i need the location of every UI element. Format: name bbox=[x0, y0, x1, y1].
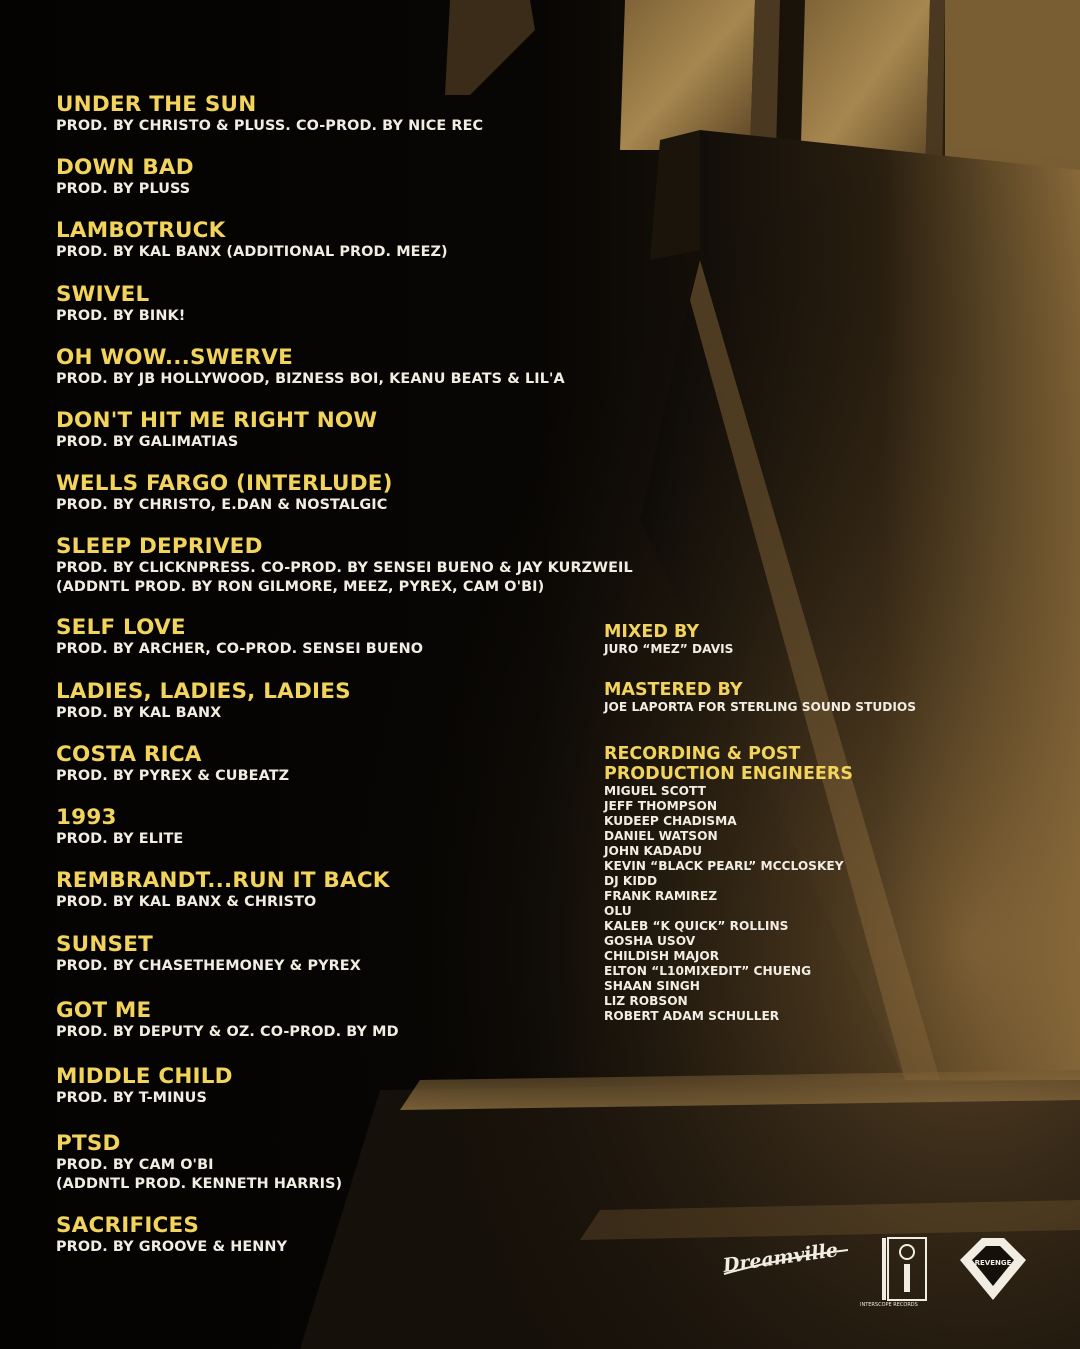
engineer-name: JEFF THOMPSON bbox=[604, 799, 718, 813]
track-credit: PROD. BY GROOVE & HENNY bbox=[56, 1239, 288, 1255]
engineer-name: JOHN KADADU bbox=[604, 844, 702, 858]
engineer-name: MIGUEL SCOTT bbox=[604, 784, 706, 798]
track-got-me bbox=[56, 999, 656, 1042]
track-credit: PROD. BY CHASETHEMONEY & PYREX bbox=[56, 958, 361, 974]
engineer-name: ELTON “L10MIXEDIT” CHUENG bbox=[604, 964, 812, 978]
dreamville-logo bbox=[721, 1239, 848, 1277]
track-title: MIDDLE CHILD bbox=[56, 1064, 233, 1089]
track-oh-wow-swerve bbox=[56, 346, 656, 389]
mastered-by-title: MASTERED BY bbox=[604, 680, 743, 700]
mixed-by-name: JURO “MEZ” DAVIS bbox=[604, 642, 734, 656]
track-credit: PROD. BY CHRISTO & PLUSS. CO-PROD. BY NICE REC bbox=[56, 118, 484, 134]
label-logos bbox=[720, 1228, 1040, 1308]
track-title: GOT ME bbox=[56, 998, 152, 1023]
track-swivel bbox=[56, 283, 656, 326]
track-credit: PROD. BY ELITE bbox=[56, 831, 184, 847]
track-credit: PROD. BY JB HOLLYWOOD, BIZNESS BOI, KEANU BEATS & LIL'A bbox=[56, 371, 565, 387]
track-credit-extra: (ADDNTL PROD. BY RON GILMORE, MEEZ, PYREX, CAM O'BI) bbox=[56, 579, 545, 595]
track-title: DOWN BAD bbox=[56, 155, 194, 180]
track-title: SELF LOVE bbox=[56, 615, 186, 640]
track-middle-child bbox=[56, 1065, 656, 1108]
mixed-by-block bbox=[604, 622, 733, 657]
track-rembrandt bbox=[56, 869, 656, 912]
engineer-name: GOSHA USOV bbox=[604, 934, 696, 948]
engineer-name: KUDEEP CHADISMA bbox=[604, 814, 737, 828]
track-title: WELLS FARGO (INTERLUDE) bbox=[56, 471, 393, 496]
track-title: REMBRANDT...RUN IT BACK bbox=[56, 868, 390, 893]
track-title: LADIES, LADIES, LADIES bbox=[56, 679, 351, 704]
track-1993 bbox=[56, 806, 656, 849]
track-title: SWIVEL bbox=[56, 282, 150, 307]
track-sunset bbox=[56, 933, 656, 976]
track-title: SLEEP DEPRIVED bbox=[56, 534, 263, 559]
track-dont-hit-me-right-now bbox=[56, 409, 656, 452]
engineer-name: CHILDISH MAJOR bbox=[604, 949, 720, 963]
track-credit: PROD. BY KAL BANX bbox=[56, 705, 222, 721]
interscope-logo-text: INTERSCOPE RECORDS bbox=[860, 1302, 918, 1308]
track-wells-fargo bbox=[56, 472, 656, 515]
track-credit-extra: (ADDNTL PROD. KENNETH HARRIS) bbox=[56, 1176, 343, 1192]
track-down-bad bbox=[56, 156, 656, 199]
track-credit: PROD. BY CHRISTO, E.DAN & NOSTALGIC bbox=[56, 497, 388, 513]
track-credit: PROD. BY GALIMATIAS bbox=[56, 434, 239, 450]
engineers-title-line1: RECORDING & POST bbox=[604, 744, 801, 764]
track-title: 1993 bbox=[56, 805, 117, 830]
engineer-name: OLU bbox=[604, 904, 632, 918]
engineer-name: KEVIN “BLACK PEARL” MCCLOSKEY bbox=[604, 859, 844, 873]
track-title: COSTA RICA bbox=[56, 742, 202, 767]
engineer-name: SHAAN SINGH bbox=[604, 979, 701, 993]
track-ladies-ladies-ladies bbox=[56, 680, 656, 723]
track-credit: PROD. BY ARCHER, CO-PROD. SENSEI BUENO bbox=[56, 641, 424, 657]
track-credit: PROD. BY KAL BANX & CHRISTO bbox=[56, 894, 317, 910]
engineers-list bbox=[604, 784, 853, 1024]
track-title: OH WOW...SWERVE bbox=[56, 345, 293, 370]
mixed-by-title: MIXED BY bbox=[604, 622, 700, 642]
track-title: UNDER THE SUN bbox=[56, 92, 257, 117]
track-costa-rica bbox=[56, 743, 656, 786]
track-sacrifices bbox=[56, 1214, 656, 1257]
track-credit: PROD. BY DEPUTY & OZ. CO-PROD. BY MD bbox=[56, 1024, 399, 1040]
track-credit: PROD. BY CAM O'BI bbox=[56, 1157, 214, 1173]
engineers-block bbox=[604, 744, 853, 1024]
engineer-name: ROBERT ADAM SCHULLER bbox=[604, 1009, 780, 1023]
interscope-logo bbox=[860, 1238, 926, 1308]
track-credit: PROD. BY T-MINUS bbox=[56, 1090, 207, 1106]
track-title: PTSD bbox=[56, 1131, 121, 1156]
track-credit: PROD. BY KAL BANX (ADDITIONAL PROD. MEEZ) bbox=[56, 244, 448, 260]
engineer-name: DJ KIDD bbox=[604, 874, 658, 888]
track-title: DON'T HIT ME RIGHT NOW bbox=[56, 408, 378, 433]
track-credit: PROD. BY BINK! bbox=[56, 308, 186, 324]
track-credit: PROD. BY CLICKNPRESS. CO-PROD. BY SENSEI BUENO & JAY KURZWEIL bbox=[56, 560, 633, 576]
engineers-title-line2: PRODUCTION ENGINEERS bbox=[604, 764, 853, 784]
track-title: SUNSET bbox=[56, 932, 153, 957]
engineer-name: DANIEL WATSON bbox=[604, 829, 718, 843]
track-credit: PROD. BY PLUSS bbox=[56, 181, 191, 197]
mastered-by-name: JOE LAPORTA FOR STERLING SOUND STUDIOS bbox=[604, 700, 917, 714]
engineer-name: KALEB “K QUICK” ROLLINS bbox=[604, 919, 789, 933]
revenge-logo-text: REVENGE bbox=[974, 1259, 1012, 1267]
track-credit: PROD. BY PYREX & CUBEATZ bbox=[56, 768, 290, 784]
revenge-logo bbox=[960, 1238, 1026, 1300]
engineer-name: LIZ ROBSON bbox=[604, 994, 688, 1008]
track-under-the-sun bbox=[56, 93, 656, 136]
engineer-name: FRANK RAMIREZ bbox=[604, 889, 718, 903]
track-title: LAMBOTRUCK bbox=[56, 218, 226, 243]
track-ptsd bbox=[56, 1132, 656, 1194]
track-lambotruck bbox=[56, 219, 656, 262]
track-self-love bbox=[56, 616, 656, 659]
mastered-by-block bbox=[604, 680, 916, 715]
track-title: SACRIFICES bbox=[56, 1213, 200, 1238]
track-sleep-deprived bbox=[56, 535, 656, 597]
dreamville-logo-text: Dreamville bbox=[721, 1239, 840, 1277]
